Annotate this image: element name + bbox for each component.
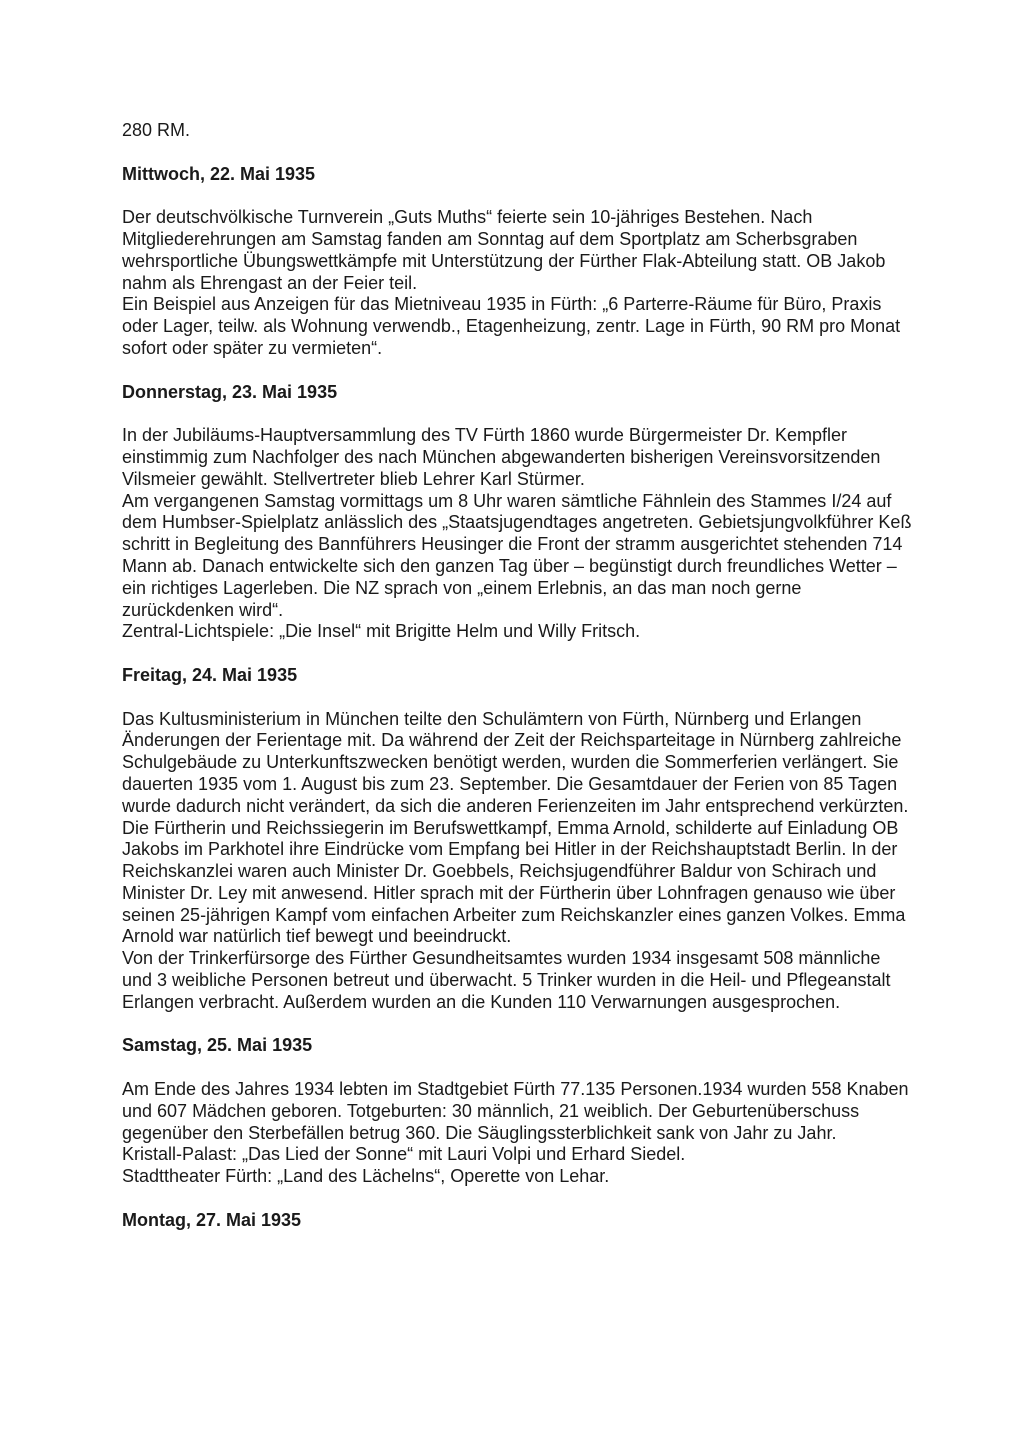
paragraph: Das Kultusministerium in München teilte den Schulämtern von Fürth, Nürnberg und Erlangen Änderungen der Ferientage mit. Da während der Zeit der Reichsparteitage in Nürnberg zahlreiche Schulgebäude zu Unterkunftszwecken benötigt werden, wurden die Sommerferien verlängert. Sie dauerten 1935 vom 1. August bis zum 23. September. Die Gesamtdauer der Ferien von 85 Tagen wurde dadurch nicht verändert, da sich die anderen Ferienzeiten im Jahr entsprechend verkürzten. xyxy=(122,708,909,816)
paragraph: Stadttheater Fürth: „Land des Lächelns“, Operette von Lehar. xyxy=(122,1166,610,1187)
spacer xyxy=(122,1057,912,1079)
paragraph: Zentral-Lichtspiele: „Die Insel“ mit Brigitte Helm und Willy Fritsch. xyxy=(122,621,641,642)
spacer xyxy=(122,403,912,425)
document-page xyxy=(122,120,912,1232)
spacer xyxy=(122,643,912,665)
spacer xyxy=(122,360,912,382)
paragraph: Von der Trinkerfürsorge des Fürther Gesundheitsamtes wurden 1934 insgesamt 508 männliche und 3 weibliche Personen betreut und überwacht. 5 Trinker wurden in die Heil- und Pflegeanstalt Erlangen verbracht. Außerdem wurden an die Kunden 110 Verwarnungen ausgesprochen. xyxy=(122,948,891,1012)
date-heading: Montag, 27. Mai 1935 xyxy=(122,1209,302,1230)
date-heading: Freitag, 24. Mai 1935 xyxy=(122,664,298,685)
date-heading: Mittwoch, 22. Mai 1935 xyxy=(122,163,316,184)
intro-text: 280 RM. xyxy=(122,120,191,140)
spacer xyxy=(122,185,912,207)
paragraph: Ein Beispiel aus Anzeigen für das Mietniveau 1935 in Fürth: „6 Parterre-Räume für Büro, Praxis oder Lager, teilw. als Wohnung verwendb., Etagenheizung, zentr. Lage in Fürth, 90 RM pro Monat sofort oder später zu vermieten“. xyxy=(122,294,901,358)
paragraph: Der deutschvölkische Turnverein „Guts Muths“ feierte sein 10-jähriges Bestehen. Nach Mitgliederehrungen am Samstag fanden am Sonntag auf dem Sportplatz am Scherbsgraben wehrsportliche Übungswettkämpfe mit Unterstützung der Fürther Flak-Abteilung statt. OB Jakob nahm als Ehrengast an der Feier teil. xyxy=(122,207,886,293)
date-heading: Samstag, 25. Mai 1935 xyxy=(122,1035,313,1056)
spacer xyxy=(122,142,912,164)
paragraph: Die Fürtherin und Reichssiegerin im Berufswettkampf, Emma Arnold, schilderte auf Einladung OB Jakobs im Parkhotel ihre Eindrücke vom Empfang bei Hitler in der Reichshauptstadt Berlin. In der Reichskanzlei waren auch Minister Dr. Goebbels, Reichsjugendführer Baldur von Schirach und Minister Dr. Ley mit anwesend. Hitler sprach mit der Fürtherin über Lohnfragen genauso wie über seinen 25-jährigen Kampf vom einfachen Arbeiter zum Reichskanzler eines ganzen Volkes. Emma Arnold war natürlich tief bewegt und beeindruckt. xyxy=(122,817,906,947)
date-heading: Donnerstag, 23. Mai 1935 xyxy=(122,381,338,402)
spacer xyxy=(122,1014,912,1036)
paragraph: Am Ende des Jahres 1934 lebten im Stadtgebiet Fürth 77.135 Personen.1934 wurden 558 Knaben und 607 Mädchen geboren. Totgeburten: 30 männlich, 21 weiblich. Der Geburtenüberschuss gegenüber den Sterbefällen betrug 360. Die Säuglingssterblichkeit sank von Jahr zu Jahr. xyxy=(122,1079,909,1143)
paragraph: Am vergangenen Samstag vormittags um 8 Uhr waren sämtliche Fähnlein des Stammes I/24 auf dem Humbser-Spielplatz anlässlich des „Staatsjugendtages angetreten. Gebietsjungvolkführer Keß schritt in Begleitung des Bannführers Heusinger die Front der stramm ausgerichtet stehenden 714 Mann ab. Danach entwickelte sich den ganzen Tag über – begünstigt durch freundliches Wetter – ein richtiges Lagerleben. Die NZ sprach von „einem Erlebnis, an das man noch gerne zurückdenken wird“. xyxy=(122,490,912,620)
paragraph: Kristall-Palast: „Das Lied der Sonne“ mit Lauri Volpi und Erhard Siedel. xyxy=(122,1144,686,1165)
paragraph: In der Jubiläums-Hauptversammlung des TV Fürth 1860 wurde Bürgermeister Dr. Kempfler einstimmig zum Nachfolger des nach München abgewanderten bisherigen Vereinsvorsitzenden Vilsmeier gewählt. Stellvertreter blieb Lehrer Karl Stürmer. xyxy=(122,425,881,489)
spacer xyxy=(122,687,912,709)
spacer xyxy=(122,1188,912,1210)
